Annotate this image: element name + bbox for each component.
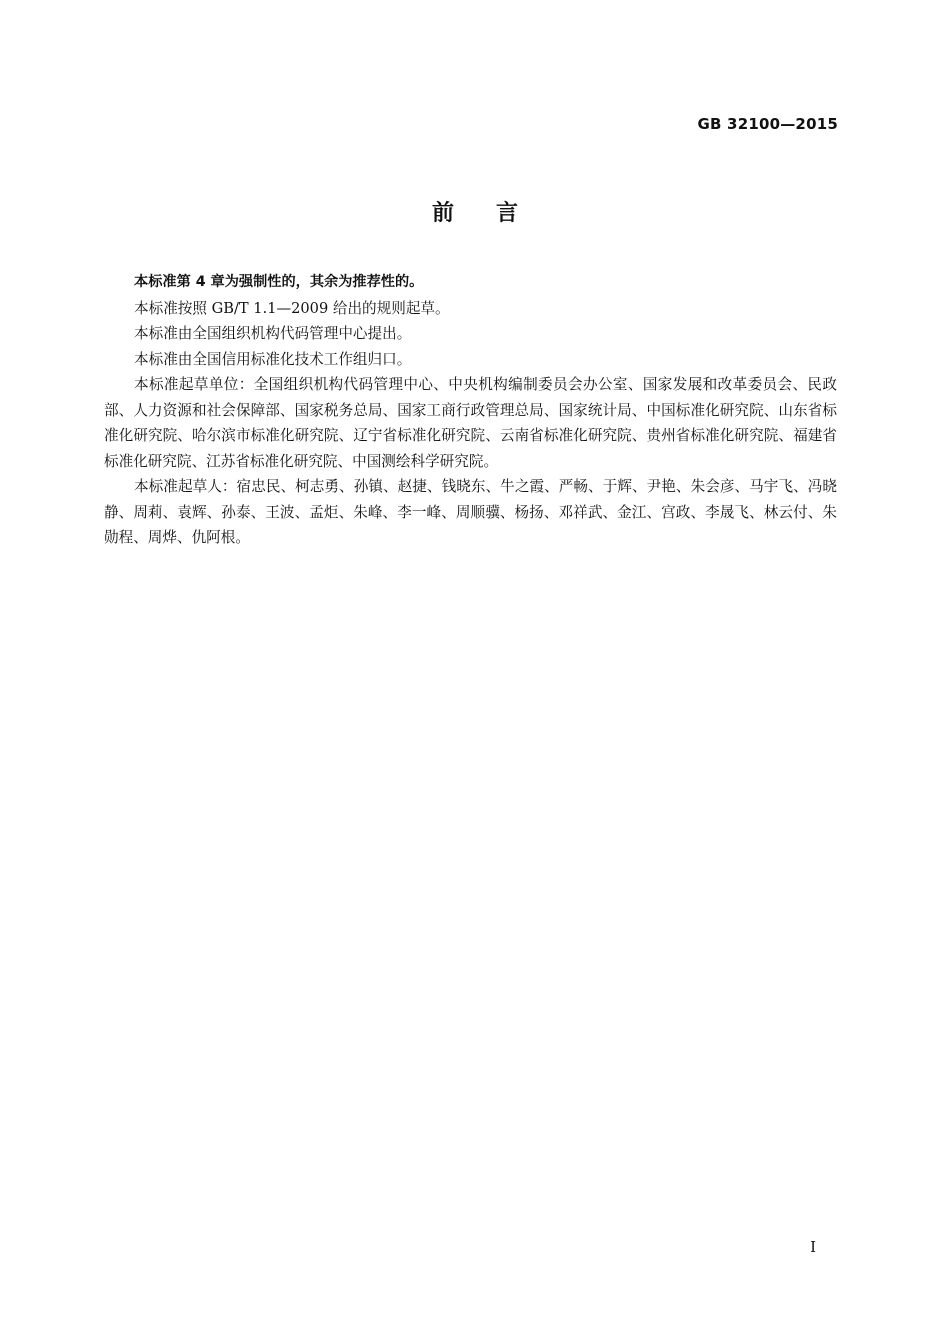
standard-number: GB 32100—2015	[697, 115, 838, 133]
paragraph-mandatory-note: 本标准第 4 章为强制性的，其余为推荐性的。	[134, 274, 424, 290]
paragraph-proposer: 本标准由全国组织机构代码管理中心提出。	[134, 325, 412, 342]
page-title: 前言	[431, 201, 560, 226]
page-number: I	[810, 1238, 816, 1256]
paragraph-drafting-rules: 本标准按照 GB/T 1.1—2009 给出的规则起草。	[134, 299, 450, 317]
paragraph-drafting-units: 本标准起草单位：全国组织机构代码管理中心、中央机构编制委员会办公室、国家发展和改革委员会、民政部、人力资源和社会保障部、国家税务总局、国家工商行政管理总局、国家统计局、中国标准化研究院、山东省标准化研究院、哈尔滨市标准化研究院、辽宁省标准化研究院、云南省标准化研究院、贵州省标准化研究院、福建省标准化研究院、江苏省标准化研究院、中国测绘科学研究院。	[104, 376, 837, 470]
paragraph-centralized-by: 本标准由全国信用标准化技术工作组归口。	[134, 350, 412, 368]
foreword-body	[104, 270, 837, 551]
paragraph-drafters: 本标准起草人：宿忠民、柯志勇、孙镇、赵捷、钱晓东、牛之霞、严畅、于辉、尹艳、朱会彦、马宇飞、冯晓静、周莉、袁辉、孙泰、王波、孟炬、朱峰、李一峰、周顺骥、杨扬、邓祥武、金江、宫政、李晟飞、林云付、朱勋程、周烨、仇阿根。	[104, 478, 837, 546]
